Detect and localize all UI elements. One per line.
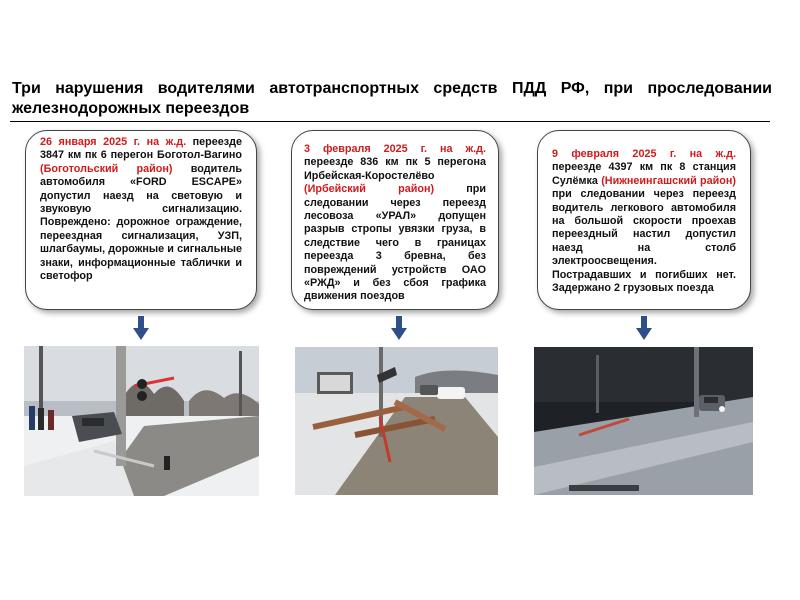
- incident-photo-2: [295, 347, 498, 495]
- incident-location: переезде 836 км пк 5 перегона Ирбейская-Коростелёво: [304, 156, 486, 182]
- arrow-down-icon: [391, 316, 407, 340]
- incident-location: переезде 3847 км пк 6 перегон Боготол-Вагино: [40, 136, 242, 162]
- incident-description: при следовании через переезд лесовоза «УРАЛ» допущен разрыв стропы увязки груза, в следствие чего в границах переезда 3 бревна, без повреждений устройств ОАО «РЖД» и без сбоя графика движения поездов: [304, 183, 486, 303]
- incident-date: 26 января 2025 г. на ж.д.: [40, 136, 187, 148]
- incident-description: водитель автомобиля «FORD ESCAPE» допустил наезд на световую и звуковую сигнализацию. Повреждено: дорожное ограждение, переездная сигнализация, УЗП, шлагбаумы, дорожные и сигнальные знаки, информационные таблички и светофор: [40, 162, 242, 283]
- incident-date: 9 февраля 2025 г. на ж.д.: [552, 148, 736, 160]
- incident-photo-1: [24, 346, 259, 496]
- arrow-down-icon: [636, 316, 652, 340]
- incident-location: переезде 4397 км пк 8 станция Сулёмка: [552, 161, 736, 187]
- slide-title: Три нарушения водителями автотранспортных средств ПДД РФ, при проследовании железнодорожных переездов: [12, 80, 772, 117]
- incident-card-2: [291, 130, 499, 310]
- incident-description: при следовании через переезд водитель легкового автомобиля на большой скорости проехав переездный настил допустил наезд на столб электроосвещения. Пострадавших и погибших нет. Задержано 2 грузовых поезда: [552, 188, 736, 295]
- incident-date: 3 февраля 2025 г. на ж.д.: [304, 143, 486, 155]
- incident-district: (Ирбейский район): [304, 183, 435, 196]
- incident-card-1: [25, 130, 257, 310]
- incident-card-3: [537, 130, 751, 310]
- title-divider: [10, 121, 770, 122]
- arrow-down-icon: [133, 316, 149, 340]
- incident-district: (Нижнеингашский район): [601, 174, 736, 187]
- incident-district: (Боготольский район): [40, 162, 173, 175]
- incident-photo-3: [534, 347, 753, 495]
